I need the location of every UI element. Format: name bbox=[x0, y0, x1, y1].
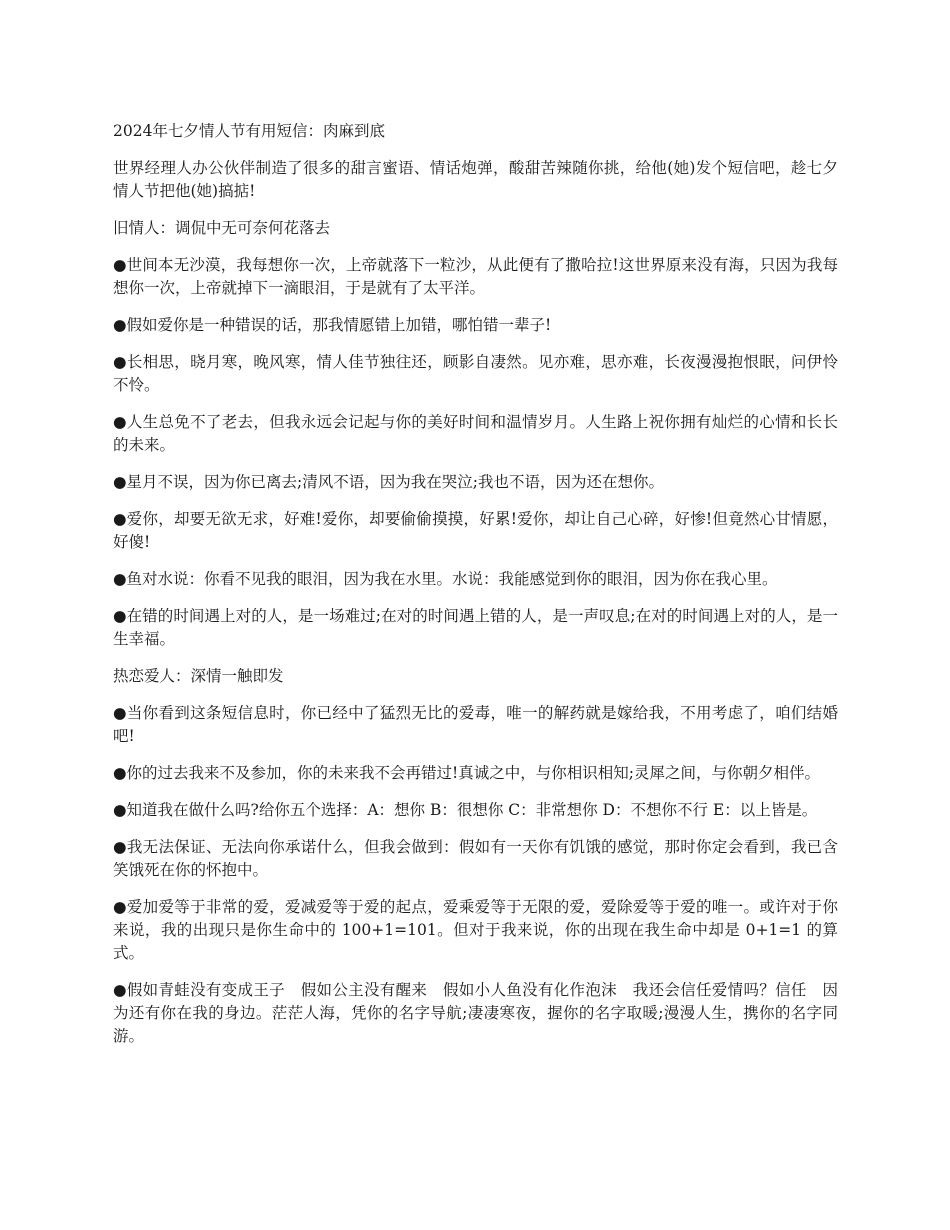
section-heading-passionate-lovers: 热恋爱人：深情一触即发 bbox=[113, 667, 284, 685]
list-item: ●假如爱你是一种错误的话，那我情愿错上加错，哪怕错一辈子! bbox=[113, 316, 552, 334]
list-item: ●长相思，晓月寒，晚风寒，情人佳节独往还，顾影自凄然。见亦难，思亦难，长夜漫漫抱恨眠，问伊怜不怜。 bbox=[113, 353, 838, 394]
list-item: ●我无法保证、无法向你承诺什么，但我会做到：假如有一天你有饥饿的感觉，那时你定会看到，我已含笑饿死在你的怀抱中。 bbox=[113, 838, 838, 879]
list-item: ●当你看到这条短信息时，你已经中了猛烈无比的爱毒，唯一的解药就是嫁给我，不用考虑了，咱们结婚吧! bbox=[113, 704, 838, 745]
list-item: ●知道我在做什么吗?给你五个选择：A：想你 B：很想你 C：非常想你 D：不想你不行 E：以上皆是。 bbox=[113, 801, 818, 819]
list-item: ●星月不误，因为你已离去;清风不语，因为我在哭泣;我也不语，因为还在想你。 bbox=[113, 473, 664, 491]
document-page bbox=[113, 120, 838, 1062]
list-item: ●鱼对水说：你看不见我的眼泪，因为我在水里。水说：我能感觉到你的眼泪，因为你在我心里。 bbox=[113, 570, 778, 588]
section-heading-old-lovers: 旧情人：调侃中无可奈何花落去 bbox=[113, 219, 331, 237]
list-item: ●在错的时间遇上对的人，是一场难过;在对的时间遇上错的人，是一声叹息;在对的时间遇上对的人，是一生幸福。 bbox=[113, 607, 838, 648]
document-title: 2024年七夕情人节有用短信：肉麻到底 bbox=[113, 122, 385, 140]
list-item: ●人生总免不了老去，但我永远会记起与你的美好时间和温情岁月。人生路上祝你拥有灿烂的心情和长长的未来。 bbox=[113, 413, 838, 454]
list-item: ●世间本无沙漠，我每想你一次，上帝就落下一粒沙，从此便有了撒哈拉!这世界原来没有海，只因为我每想你一次，上帝就掉下一滴眼泪，于是就有了太平洋。 bbox=[113, 256, 838, 297]
list-item: ●爱你，却要无欲无求，好难!爱你，却要偷偷摸摸，好累!爱你，却让自己心碎，好惨!但竟然心甘情愿，好傻! bbox=[113, 510, 838, 551]
intro-paragraph: 世界经理人办公伙伴制造了很多的甜言蜜语、情话炮弹，酸甜苦辣随你挑，给他(她)发个短信吧，趁七夕情人节把他(她)搞掂! bbox=[113, 159, 838, 200]
list-item: ●你的过去我来不及参加，你的未来我不会再错过!真诚之中，与你相识相知;灵犀之间，与你朝夕相伴。 bbox=[113, 764, 820, 782]
list-item: ●爱加爱等于非常的爱，爱减爱等于爱的起点，爱乘爱等于无限的爱，爱除爱等于爱的唯一。或许对于你来说，我的出现只是你生命中的 100+1=101。但对于我来说，你的出现在我生命中却是 0+1=1 的算式。 bbox=[113, 898, 838, 962]
list-item: ●假如青蛙没有变成王子 假如公主没有醒来 假如小人鱼没有化作泡沫 我还会信任爱情吗？信任 因为还有你在我的身边。茫茫人海，凭你的名字导航;凄凄寒夜，握你的名字取暖;漫漫人生，携你的名字同游。 bbox=[113, 981, 838, 1045]
